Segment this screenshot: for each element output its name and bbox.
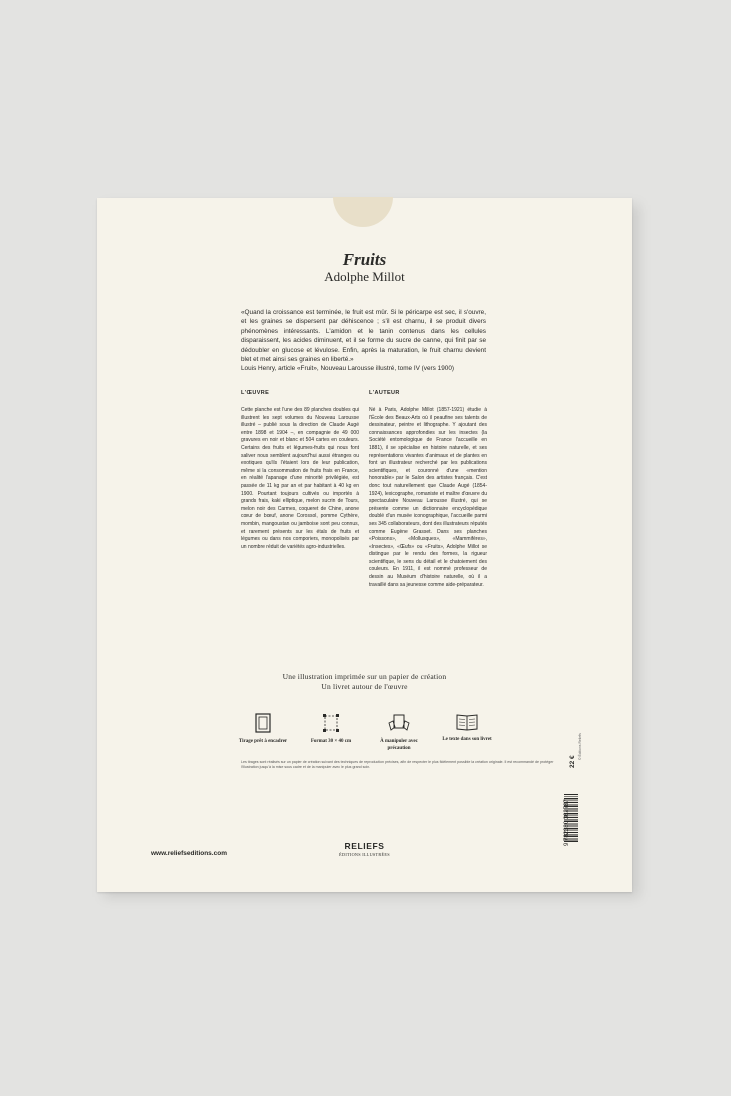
book-icon bbox=[437, 713, 497, 731]
feature-item bbox=[437, 713, 497, 744]
isbn-number: 9 782380 362787 bbox=[564, 799, 570, 846]
feature-label: Format 30 × 40 cm bbox=[310, 739, 352, 744]
product-author: Adolphe Millot bbox=[324, 269, 405, 284]
price-label: 22 € bbox=[569, 755, 576, 768]
website-url[interactable]: www.reliefseditions.com bbox=[151, 850, 227, 857]
epigraph-text: «Quand la croissance est terminée, le fruit est mûr. Si le péricarpe est sec, il s'ouvre, et les graines se dispersent par déhiscence ; s'il est charnu, il se produit divers phénomènes intéressants. L'amidon et le tanin contenus dans les cellules disparaissent, les acides diminuent, et il se forme du sucre de canne, qui finit par se dédoubler en glucose et lévulose. Enfin, après la maturation, le fruit charnu devient blet et met ainsi ses graines en liberté.» bbox=[241, 309, 486, 364]
auteur-text: Né à Paris, Adolphe Millot (1857-1921) étudie à l'École des Beaux-Arts où il peaufine ses talents de dessinateur, peintre et lithographe. Y ajoutant des connaissances approfondies sur les insectes (la Société entomologique de France l'accueille en 1881), il se spécialise en histoire naturelle, et ses représentations vivantes d'animaux et de plantes en font un illustrateur recherché par les publications scientifiques, et couronné d'une «mention honorable» par le Salon des artistes français. C'est donc tout naturellement que Claude Augé (1854-1924), lexicographe, romaniste et maître d'œuvre du spectaculaire Nouveau Larousse illustré, qui se présente comme un dictionnaire encyclopédique doublé d'un musée iconographique, l'accueille parmi ses 345 collaborateurs, dont des illustrateurs réputés comme Eugène Grasset. Dans ses planches «Poissons», «Mollusques», «Mammifères», «Insectes», «Œufs» ou «Fruits», Adolphe Millot se distingue par le rendu des formes, la rigueur scientifique, le sens du détail et le chatoiement des couleurs. En 1911, il est nommé professeur de dessin au Muséum d'histoire naturelle, où il a travaillé dans sa jeunesse comme aide-préparateur. bbox=[369, 407, 487, 588]
product-folder bbox=[97, 198, 632, 892]
frame-icon bbox=[233, 713, 293, 733]
oeuvre-heading: L'ŒUVRE bbox=[241, 390, 270, 396]
feature-item bbox=[233, 713, 293, 746]
epigraph-source: Louis Henry, article «Fruit», Nouveau Larousse illustré, tome IV (vers 1900) bbox=[241, 365, 454, 373]
hands-icon bbox=[369, 713, 429, 733]
fine-print: Les tirages sont réalisés sur un papier de création suivant des techniques de reproduction précises, afin de respecter le plus fidèlement possible la création originale. Il est recommandé de protéger l'illustration jusqu'à la mise sous cadre et de la manipuler avec le plus grand soin. bbox=[241, 760, 554, 770]
feature-item bbox=[301, 713, 361, 746]
feature-label: Tirage prêt à encadrer bbox=[238, 739, 288, 744]
product-title: Fruits bbox=[342, 250, 387, 269]
brand-logo: RELIEFS bbox=[344, 841, 385, 851]
feature-list bbox=[233, 713, 495, 763]
credit-label: © Éditions Reliefs bbox=[578, 733, 582, 760]
thumb-notch bbox=[333, 197, 393, 227]
feature-label: À manipuler avec précaution bbox=[380, 739, 418, 751]
format-icon bbox=[301, 713, 361, 733]
tagline-line1: Une illustration imprimée sur un papier de création bbox=[282, 672, 447, 681]
auteur-heading: L'AUTEUR bbox=[369, 390, 400, 396]
feature-label: Le texte dans son livret bbox=[442, 737, 492, 742]
feature-item bbox=[369, 713, 429, 752]
oeuvre-text: Cette planche est l'une des 89 planches doubles qui illustrent les sept volumes du Nouveau Larousse illustré – publié sous la direction de Claude Augé entre 1898 et 1904 –, en compagnie de 49 000 gravures en noir et blanc et 504 cartes en couleurs. Certains des fruits et légumes-fruits qui nous font saliver nous semblent aujourd'hui aussi étranges ou exotiques qu'ils l'étaient lors de leur publication, même si la consommation de fruits frais en France, en réalité l'apanage d'une minorité privilégiée, est passée de 11 kg par an et par habitant à 40 kg en 1900. Pourtant toujours cultivés ou importés à grands frais, kaki elliptique, melon sucrin de Tours, melon noir des Carmes, coqueret de Chine, anone cœur de bœuf, anone Corossol, pomme Cythère, mombin, mangoustan ou jamboise sont peu connus, et rarement présents sur les étals de fruits et légumes ou dans nos comporiers, monopolisés par un nombre réduit de variétés agro-industrielles. bbox=[241, 407, 359, 550]
epigraph bbox=[241, 308, 486, 374]
brand-subtitle: ÉDITIONS ILLUSTRÉES bbox=[339, 852, 390, 857]
tagline-line2: Un livret autour de l'œuvre bbox=[321, 682, 408, 691]
